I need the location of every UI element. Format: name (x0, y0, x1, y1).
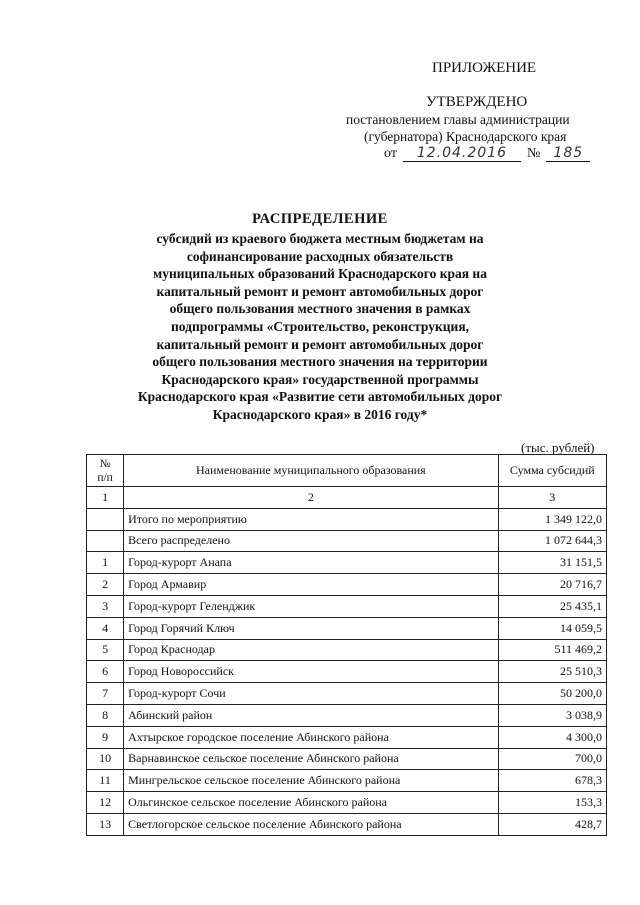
title-line: Краснодарского края «Развитие сети автомобильных дорог (137, 389, 503, 405)
table-row (87, 813, 607, 835)
column-number-1: 1 (87, 487, 124, 509)
subsidy-amount: 25 510,3 (498, 661, 606, 683)
municipality-name: Варнавинское сельское поселение Абинского района (124, 748, 498, 770)
title-body (120, 230, 520, 424)
approved-by-line-1: постановлением главы администрации (346, 112, 570, 127)
row-number: 10 (87, 748, 124, 770)
approved-by-line-2: (губернатора) Краснодарского края (364, 129, 567, 144)
subsidy-amount: 428,7 (498, 813, 606, 835)
row-number: 5 (87, 639, 124, 661)
municipality-name: Город-курорт Сочи (124, 683, 498, 705)
units-label: (тыс. рублей) (521, 440, 595, 455)
municipality-name: Город-курорт Геленджик (124, 595, 498, 617)
row-number: 4 (87, 617, 124, 639)
table-row (87, 639, 607, 661)
municipality-name: Город Новороссийск (124, 661, 498, 683)
table-row (87, 530, 607, 552)
table-row (87, 574, 607, 596)
subsidy-amount: 3 038,9 (498, 704, 606, 726)
municipality-name: Ахтырское городское поселение Абинского района (124, 726, 498, 748)
row-number: 6 (87, 661, 124, 683)
table-row (87, 704, 607, 726)
municipality-name: Город-курорт Анапа (124, 552, 498, 574)
column-number-3: 3 (498, 487, 606, 509)
row-number: 3 (87, 595, 124, 617)
header-no-bottom: п/п (97, 471, 113, 484)
approved-label: УТВЕРЖДЕНО (426, 94, 528, 110)
header-no-top: № (99, 457, 111, 470)
table-row (87, 617, 607, 639)
row-number: 12 (87, 792, 124, 814)
row-number: 9 (87, 726, 124, 748)
column-number-2: 2 (124, 487, 498, 509)
table-row (87, 770, 607, 792)
title-heading: РАСПРЕДЕЛЕНИЕ (252, 211, 388, 227)
header-sum: Сумма субсидий (498, 455, 606, 487)
table-row (87, 726, 607, 748)
municipality-name: Город Армавир (124, 574, 498, 596)
table-header-row (87, 455, 607, 487)
municipality-name: Город Краснодар (124, 639, 498, 661)
title-line: субсидий из краевого бюджета местным бюджетам на (156, 231, 484, 246)
table-row (87, 595, 607, 617)
subsidy-amount: 50 200,0 (498, 683, 606, 705)
table-body (87, 508, 607, 835)
number-label: № (526, 146, 541, 161)
municipality-name: Ольгинское сельское поселение Абинского района (124, 792, 498, 814)
title-line: общего пользования местного значения на территории (152, 354, 488, 370)
row-number: 11 (87, 770, 124, 792)
decree-reference (384, 145, 590, 162)
title-line: Краснодарского края» в 2016 году* (212, 406, 428, 422)
header-name: Наименование муниципального образования (124, 455, 498, 487)
row-number: 7 (87, 683, 124, 705)
row-number: 13 (87, 813, 124, 835)
table-row (87, 792, 607, 814)
title-line: софинансирование расходных обязательств (186, 248, 454, 264)
row-number: 1 (87, 552, 124, 574)
title-line: общего пользования местного значения в рамках (169, 301, 471, 317)
municipality-name: Абинский район (124, 704, 498, 726)
column-number-row (87, 487, 607, 509)
appendix-label: ПРИЛОЖЕНИЕ (432, 60, 537, 76)
municipality-name: Всего распределено (124, 530, 498, 552)
table-row (87, 661, 607, 683)
municipality-name: Мингрельское сельское поселение Абинского района (124, 770, 498, 792)
header-no (87, 455, 124, 487)
subsidy-amount: 31 151,5 (498, 552, 606, 574)
title-line: капитальный ремонт и ремонт автомобильных дорог (156, 283, 484, 299)
table-row (87, 748, 607, 770)
table-row (87, 508, 607, 530)
title-line: капитальный ремонт и ремонт автомобильных дорог (156, 336, 484, 352)
row-number: 2 (87, 574, 124, 596)
title-line: подпрограммы «Строительство, реконструкция, (170, 318, 470, 334)
table-row (87, 683, 607, 705)
row-number: 8 (87, 704, 124, 726)
subsidy-amount: 4 300,0 (498, 726, 606, 748)
subsidy-amount: 511 469,2 (498, 639, 606, 661)
table-row (87, 552, 607, 574)
subsidy-amount: 678,3 (498, 770, 606, 792)
subsidy-amount: 20 716,7 (498, 574, 606, 596)
subsidy-amount: 153,3 (498, 792, 606, 814)
decree-number: 185 (546, 145, 590, 162)
title-line: Краснодарского края» государственной программы (161, 371, 479, 387)
from-label: от (384, 146, 397, 161)
subsidy-amount: 1 072 644,3 (498, 530, 606, 552)
row-number (87, 508, 124, 530)
subsidy-amount: 14 059,5 (498, 617, 606, 639)
row-number (87, 530, 124, 552)
municipality-name: Город Горячий Ключ (124, 617, 498, 639)
subsidy-amount: 700,0 (498, 748, 606, 770)
municipality-name: Итого по мероприятию (124, 508, 498, 530)
subsidy-table (86, 454, 607, 836)
subsidy-amount: 1 349 122,0 (498, 508, 606, 530)
subsidy-amount: 25 435,1 (498, 595, 606, 617)
decree-date: 12.04.2016 (403, 145, 521, 162)
municipality-name: Светлогорское сельское поселение Абинского района (124, 813, 498, 835)
title-line: муниципальных образований Краснодарского края на (153, 266, 487, 282)
document-title (120, 211, 520, 424)
